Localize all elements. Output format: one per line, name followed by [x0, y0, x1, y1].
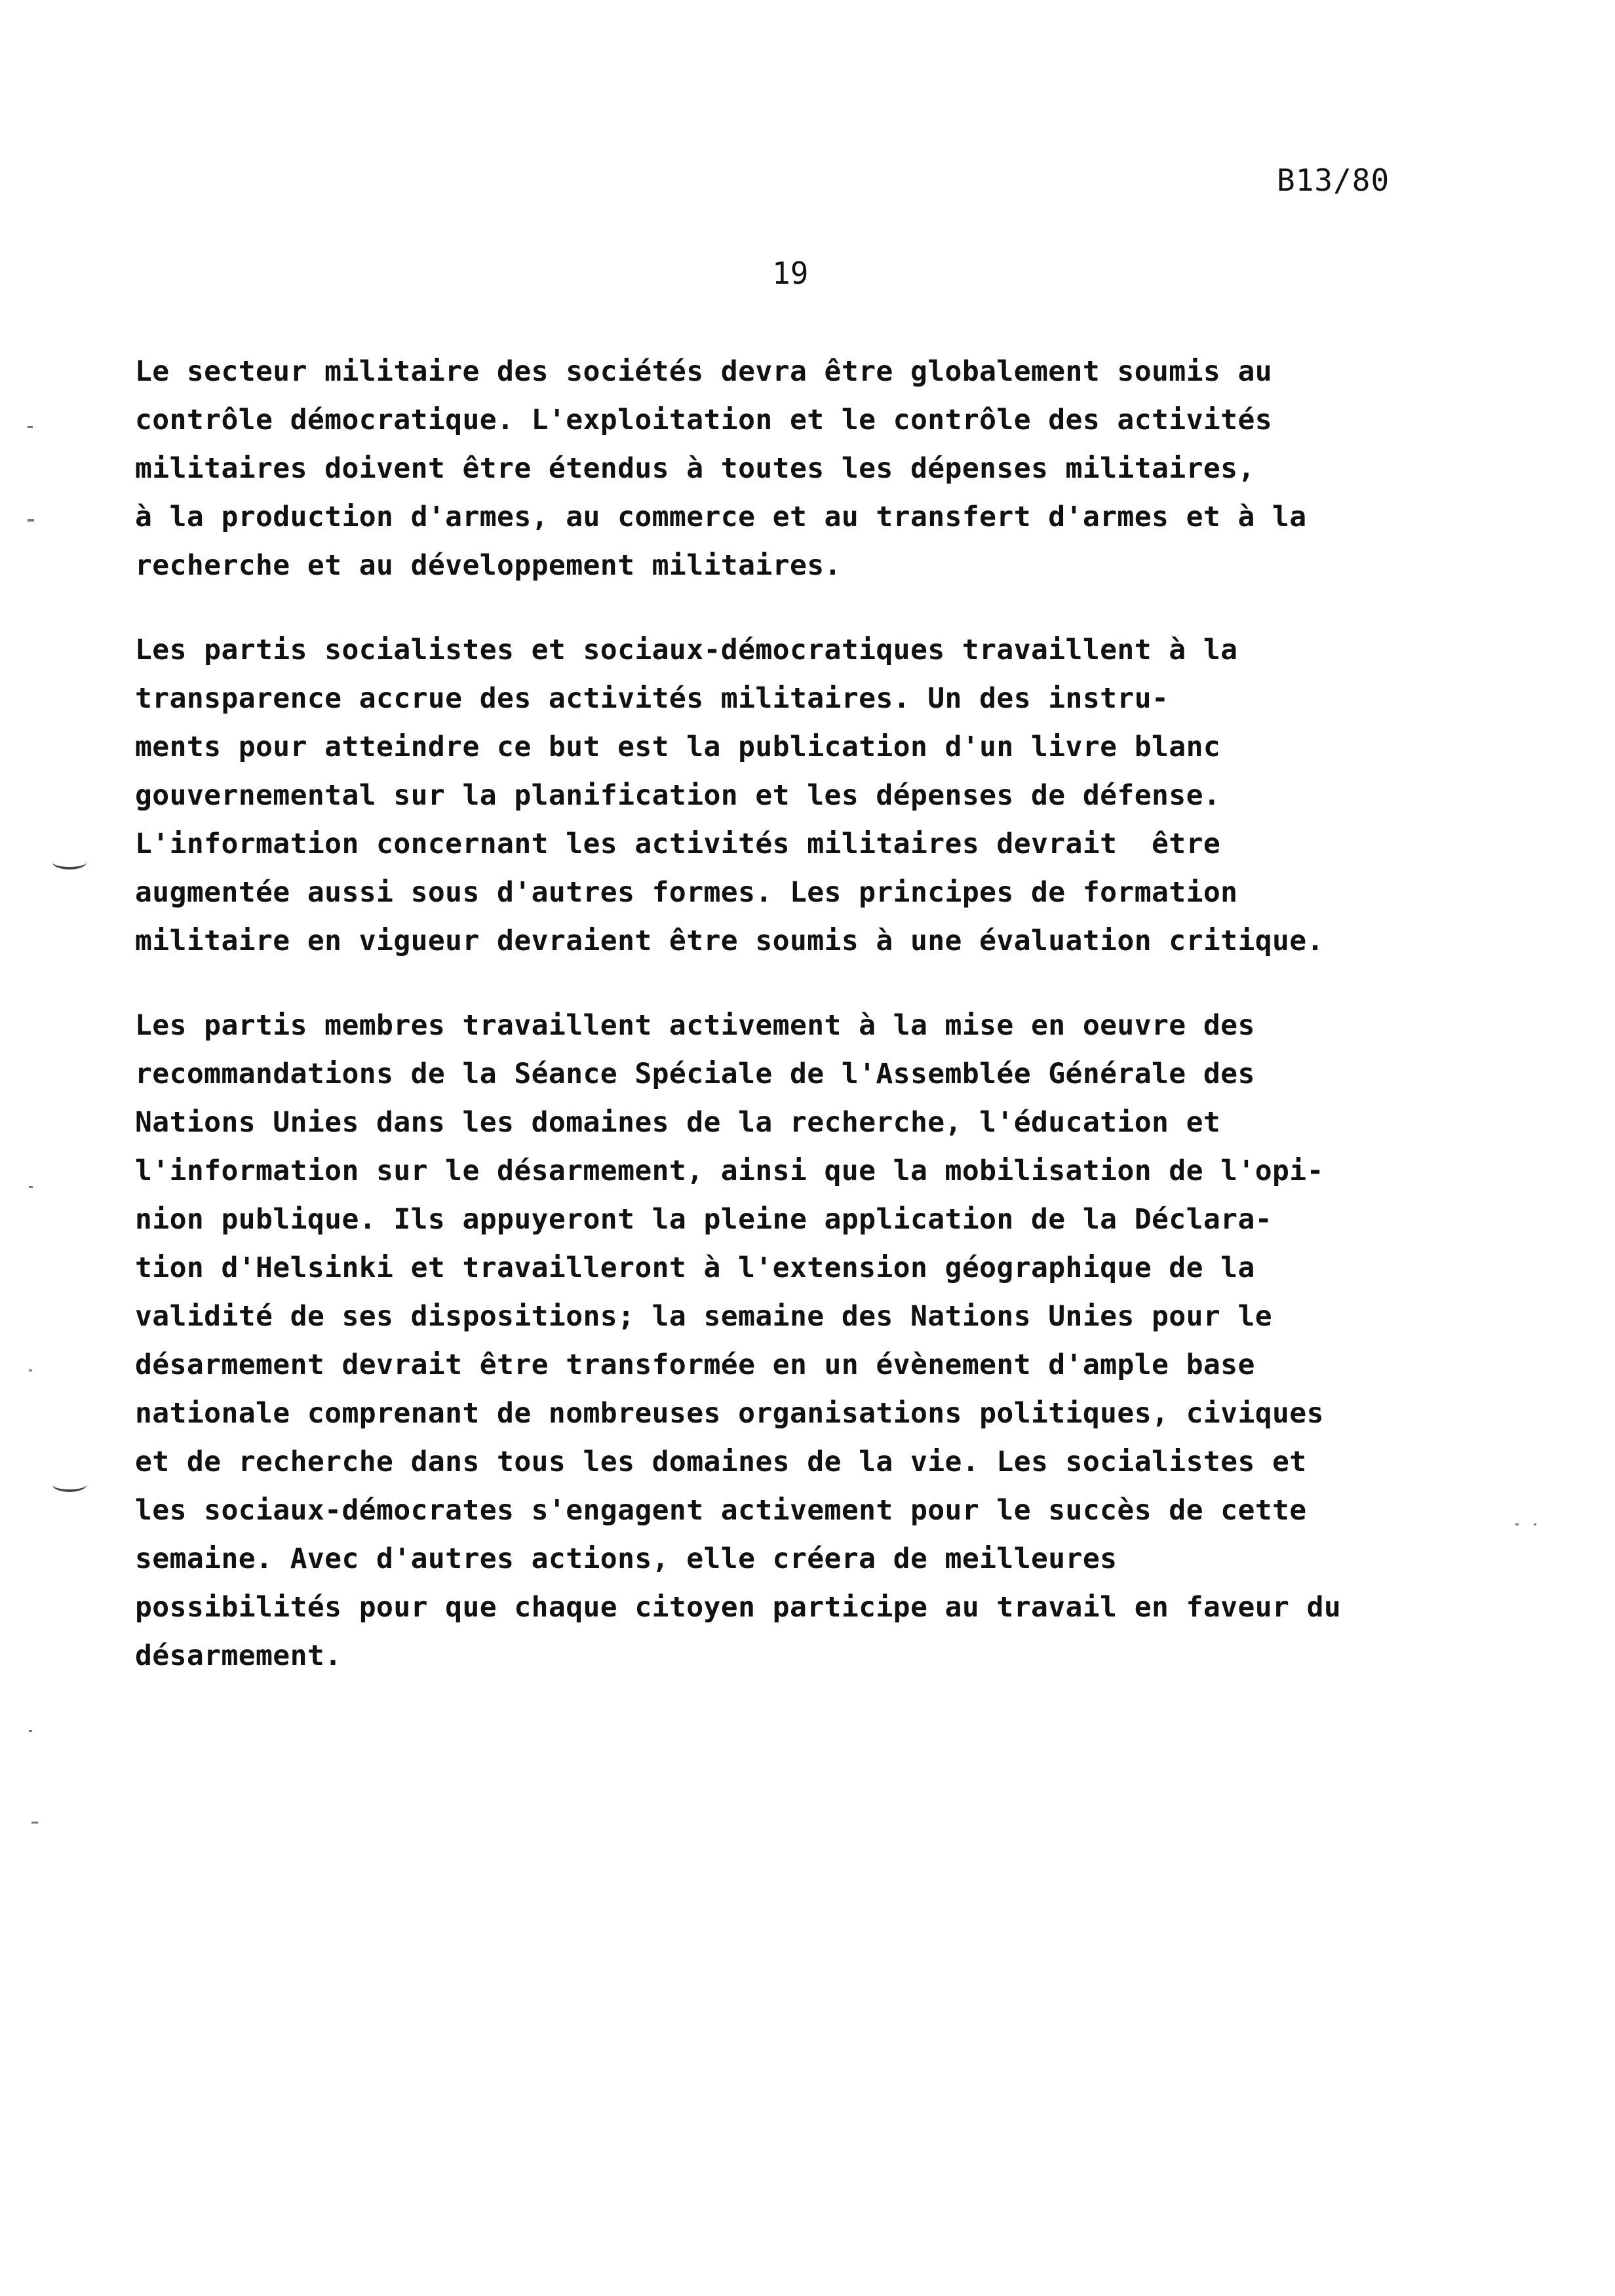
text-line: Les partis membres travaillent activement à la mise en oeuvre des [135, 1009, 1255, 1042]
text-line: militaire en vigueur devraient être soumis à une évaluation critique. [135, 925, 1324, 957]
margin-tick-mark [29, 1730, 32, 1732]
text-line: nion publique. Ils appuyeront la pleine application de la Déclara- [135, 1203, 1273, 1236]
document-reference: B13/80 [1277, 163, 1390, 198]
text-line: L'information concernant les activités militaires devrait être [135, 828, 1221, 860]
paragraph [135, 626, 1324, 965]
margin-tick-mark [1534, 1523, 1536, 1525]
text-line: semaine. Avec d'autres actions, elle créera de meilleures [135, 1542, 1118, 1575]
text-line: Le secteur militaire des sociétés devra être globalement soumis au [135, 355, 1273, 388]
page-number: 19 [772, 256, 809, 291]
text-line: gouvernemental sur la planification et les dépenses de défense. [135, 779, 1221, 812]
text-line: l'information sur le désarmement, ainsi que la mobilisation de l'opi- [135, 1155, 1324, 1187]
text-line: désarmement devrait être transformée en un évènement d'ample base [135, 1349, 1255, 1381]
paragraph [135, 1001, 1341, 1680]
text-line: tion d'Helsinki et travailleront à l'extension géographique de la [135, 1252, 1255, 1284]
margin-tick-mark [28, 426, 33, 428]
text-line: possibilités pour que chaque citoyen participe au travail en faveur du [135, 1591, 1342, 1624]
text-line: et de recherche dans tous les domaines de la vie. Les socialistes et [135, 1445, 1307, 1478]
text-line: les sociaux-démocrates s'engagent activement pour le succès de cette [135, 1494, 1307, 1527]
margin-bracket-mark [52, 1478, 87, 1492]
text-line: recherche et au développement militaires. [135, 549, 842, 582]
margin-tick-mark [29, 1369, 32, 1371]
text-line: augmentée aussi sous d'autres formes. Les principes de formation [135, 876, 1238, 909]
margin-tick-mark [31, 1822, 38, 1824]
text-line: ments pour atteindre ce but est la publication d'un livre blanc [135, 731, 1221, 763]
margin-tick-mark [29, 1186, 33, 1188]
margin-tick-mark [1515, 1523, 1519, 1525]
text-line: nationale comprenant de nombreuses organisations politiques, civiques [135, 1397, 1324, 1430]
text-line: militaires doivent être étendus à toutes les dépenses militaires, [135, 452, 1255, 485]
margin-tick-mark [28, 519, 34, 522]
text-line: Les partis socialistes et sociaux-démocratiques travaillent à la [135, 634, 1238, 666]
text-line: contrôle démocratique. L'exploitation et le contrôle des activités [135, 404, 1273, 436]
paragraph [135, 347, 1307, 590]
text-line: à la production d'armes, au commerce et au transfert d'armes et à la [135, 501, 1307, 533]
text-line: recommandations de la Séance Spéciale de l'Assemblée Générale des [135, 1058, 1255, 1090]
text-line: validité de ses dispositions; la semaine des Nations Unies pour le [135, 1300, 1273, 1333]
text-line: Nations Unies dans les domaines de la recherche, l'éducation et [135, 1106, 1221, 1139]
text-line: transparence accrue des activités militaires. Un des instru- [135, 682, 1169, 715]
margin-bracket-mark [52, 855, 87, 870]
text-line: désarmement. [135, 1639, 342, 1672]
